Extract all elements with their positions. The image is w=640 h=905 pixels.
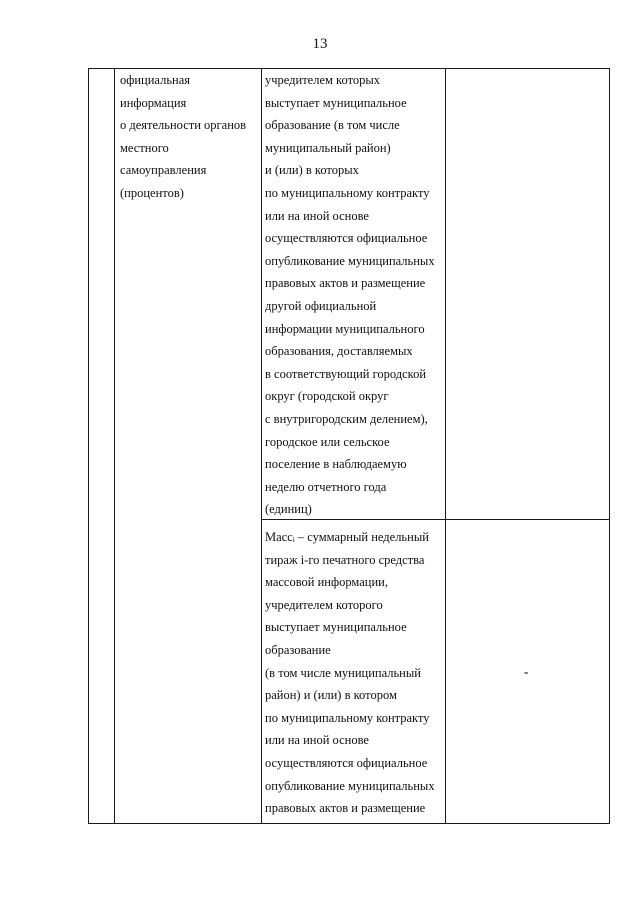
- cell-line: (в том числе муниципальный: [265, 665, 421, 680]
- cell-line: в соответствующий городской: [265, 366, 427, 381]
- cell-line: информации муниципального: [265, 321, 425, 336]
- cell-line: самоуправления: [120, 163, 207, 178]
- cell-line: по муниципальному контракту: [265, 185, 430, 200]
- cell-line: или на иной основе: [265, 208, 369, 223]
- cell-line: поселение в наблюдаемую: [265, 457, 407, 472]
- cell-line: муниципальный район): [265, 140, 391, 155]
- cell-line: опубликование муниципальных: [265, 778, 435, 793]
- cell-line: образования, доставляемых: [265, 344, 413, 359]
- column-divider: [261, 68, 262, 824]
- cell-line: по муниципальному контракту: [265, 710, 430, 725]
- variable-definition-cell: [265, 526, 435, 820]
- cell-line: округ (городской округ: [265, 389, 389, 404]
- cell-line: (единиц): [265, 502, 312, 517]
- cell-line: учредителем которых: [265, 73, 381, 87]
- cell-line: о деятельности органов: [120, 118, 247, 133]
- cell-line: информация: [120, 95, 187, 110]
- page-number: 13: [312, 36, 328, 52]
- cell-line: массовой информации,: [265, 575, 388, 590]
- cell-line: образование: [265, 642, 331, 657]
- cell-line: с внутригородским делением),: [265, 411, 428, 426]
- column-divider: [88, 68, 89, 824]
- table-bottom-border: [88, 823, 610, 824]
- indicator-table: [88, 68, 610, 824]
- cell-line: (процентов): [120, 185, 184, 200]
- column-divider: [609, 68, 610, 824]
- cell-line: официальная: [120, 73, 191, 87]
- cell-line: осуществляются официальное: [265, 755, 428, 770]
- cell-line: неделю отчетного года: [265, 479, 387, 494]
- cell-line: осуществляются официальное: [265, 231, 428, 246]
- cell-line: правовых актов и размещение: [265, 276, 426, 291]
- variable-definition-cell: [265, 69, 435, 521]
- cell-line: местного: [120, 140, 169, 155]
- cell-line: Массᵢ – суммарный недельный: [265, 530, 429, 544]
- column-divider: [445, 68, 446, 824]
- cell-line: образование (в том числе: [265, 118, 400, 133]
- cell-line: или на иной основе: [265, 733, 369, 748]
- cell-line: другой официальной: [265, 298, 377, 313]
- cell-line: городское или сельское: [265, 434, 390, 449]
- cell-line: выступает муниципальное: [265, 620, 407, 635]
- indicator-name-cell: [120, 69, 246, 205]
- cell-line: и (или) в которых: [265, 163, 359, 178]
- cell-line: выступает муниципальное: [265, 95, 407, 110]
- cell-line: правовых актов и размещение: [265, 801, 426, 816]
- cell-line: опубликование муниципальных: [265, 253, 435, 268]
- cell-line: учредителем которого: [265, 597, 383, 612]
- cell-line: район) и (или) в котором: [265, 688, 397, 703]
- cell-line: тираж i-го печатного средства: [265, 552, 425, 567]
- column-divider: [114, 68, 115, 824]
- source-cell-dash: -: [524, 664, 529, 679]
